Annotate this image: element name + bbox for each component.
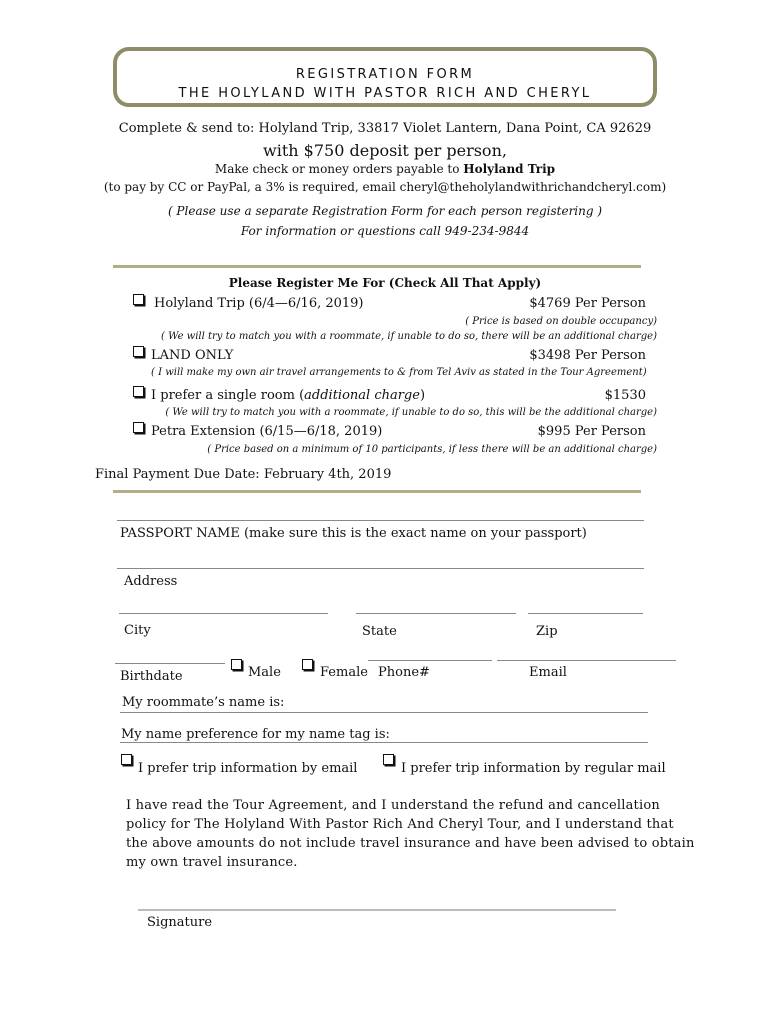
- agreement-line: policy for The Holyland With Pastor Rich And Cheryl Tour, and I understand that: [126, 817, 674, 832]
- passport-name-label: PASSPORT NAME (make sure this is the exact name on your passport): [120, 526, 587, 541]
- pref-email-checkbox[interactable]: [121, 754, 132, 765]
- roommate-field[interactable]: [120, 712, 648, 713]
- petra-extension-price: $995 Per Person: [537, 424, 646, 439]
- land-only-label: LAND ONLY: [151, 348, 234, 363]
- state-label: State: [362, 624, 397, 639]
- payable-prefix: Make check or money orders payable to: [214, 162, 464, 176]
- state-field[interactable]: [356, 613, 516, 614]
- pref-email-label: I prefer trip information by email: [138, 761, 358, 776]
- city-field[interactable]: [119, 613, 328, 614]
- petra-extension-note: ( Price based on a minimum of 10 participants, if less there will be an additional charge): [207, 444, 657, 455]
- cc-note: (to pay by CC or PayPal, a 3% is required, email cheryl@theholylandwithrichandcheryl.com): [103, 180, 667, 194]
- land-only-note: ( I will make my own air travel arrangements to & from Tel Aviv as stated in the Tour Agreement): [151, 367, 647, 378]
- petra-extension-label: Petra Extension (6/15—6/18, 2019): [151, 424, 383, 439]
- single-room-label-italic: additional charge: [304, 388, 420, 403]
- agreement-line: the above amounts do not include travel insurance and have been advised to obtain: [126, 836, 695, 851]
- zip-label: Zip: [536, 624, 558, 639]
- deposit-text: with $750 deposit per person,: [263, 141, 507, 160]
- agreement-text: [126, 796, 695, 872]
- name-tag-label: My name preference for my name tag is:: [121, 727, 390, 742]
- single-room-price: $1530: [604, 388, 646, 403]
- phone-label: Phone#: [378, 665, 430, 680]
- birthdate-label: Birthdate: [120, 669, 183, 684]
- single-room-note: ( We will try to match you with a roommate, if unable to do so, this will be the additional charge): [165, 407, 657, 418]
- female-label: Female: [320, 665, 368, 680]
- payable-text: [0, 162, 770, 176]
- agreement-line: my own travel insurance.: [126, 855, 298, 870]
- single-room-label-suffix: ): [419, 388, 426, 403]
- birthdate-field[interactable]: [115, 663, 225, 664]
- pref-mail-label: I prefer trip information by regular mail: [401, 761, 666, 776]
- divider: [113, 265, 641, 268]
- email-field[interactable]: [497, 660, 676, 661]
- female-checkbox[interactable]: [302, 659, 313, 670]
- city-label: City: [124, 623, 151, 638]
- holyland-trip-checkbox[interactable]: [133, 294, 144, 305]
- signature-field[interactable]: [138, 909, 616, 911]
- zip-field[interactable]: [528, 613, 643, 614]
- land-only-checkbox[interactable]: [133, 346, 144, 357]
- single-room-checkbox[interactable]: [133, 386, 144, 397]
- name-tag-field[interactable]: [120, 742, 648, 743]
- single-room-label: [151, 388, 425, 403]
- passport-name-field[interactable]: [117, 520, 644, 521]
- email-label: Email: [529, 665, 567, 680]
- form-subtitle: THE HOLYLAND WITH PASTOR RICH AND CHERYL: [178, 86, 592, 101]
- options-heading: Please Register Me For (Check All That Apply): [228, 276, 542, 290]
- info-call: For information or questions call 949-234-9844: [240, 224, 530, 238]
- address-label: Address: [124, 574, 178, 589]
- final-payment-date: Final Payment Due Date: February 4th, 2019: [95, 467, 392, 482]
- send-to-text: Complete & send to: Holyland Trip, 33817 Violet Lantern, Dana Point, CA 92629: [118, 121, 652, 136]
- male-checkbox[interactable]: [231, 659, 242, 670]
- signature-label: Signature: [147, 915, 213, 930]
- divider: [113, 490, 641, 493]
- single-room-label-prefix: I prefer a single room (: [151, 388, 305, 403]
- pref-mail-checkbox[interactable]: [383, 754, 394, 765]
- holyland-trip-note-occupancy: ( Price is based on double occupancy): [465, 316, 657, 327]
- roommate-label: My roommate’s name is:: [122, 695, 285, 710]
- form-title: REGISTRATION FORM: [295, 67, 475, 82]
- holyland-trip-note-roommate: ( We will try to match you with a roommate, if unable to do so, there will be an additional charge): [161, 331, 657, 342]
- address-field[interactable]: [117, 568, 644, 569]
- agreement-line: I have read the Tour Agreement, and I understand the refund and cancellation: [126, 798, 660, 813]
- holyland-trip-price: $4769 Per Person: [529, 296, 646, 311]
- land-only-price: $3498 Per Person: [529, 348, 646, 363]
- male-label: Male: [248, 665, 281, 680]
- separate-form-note: ( Please use a separate Registration Form for each person registering ): [167, 204, 603, 218]
- holyland-trip-label: Holyland Trip (6/4—6/16, 2019): [154, 296, 364, 311]
- petra-extension-checkbox[interactable]: [133, 422, 144, 433]
- phone-field[interactable]: [368, 660, 492, 661]
- payable-name: Holyland Trip: [463, 162, 556, 176]
- form-title-box: [113, 47, 657, 107]
